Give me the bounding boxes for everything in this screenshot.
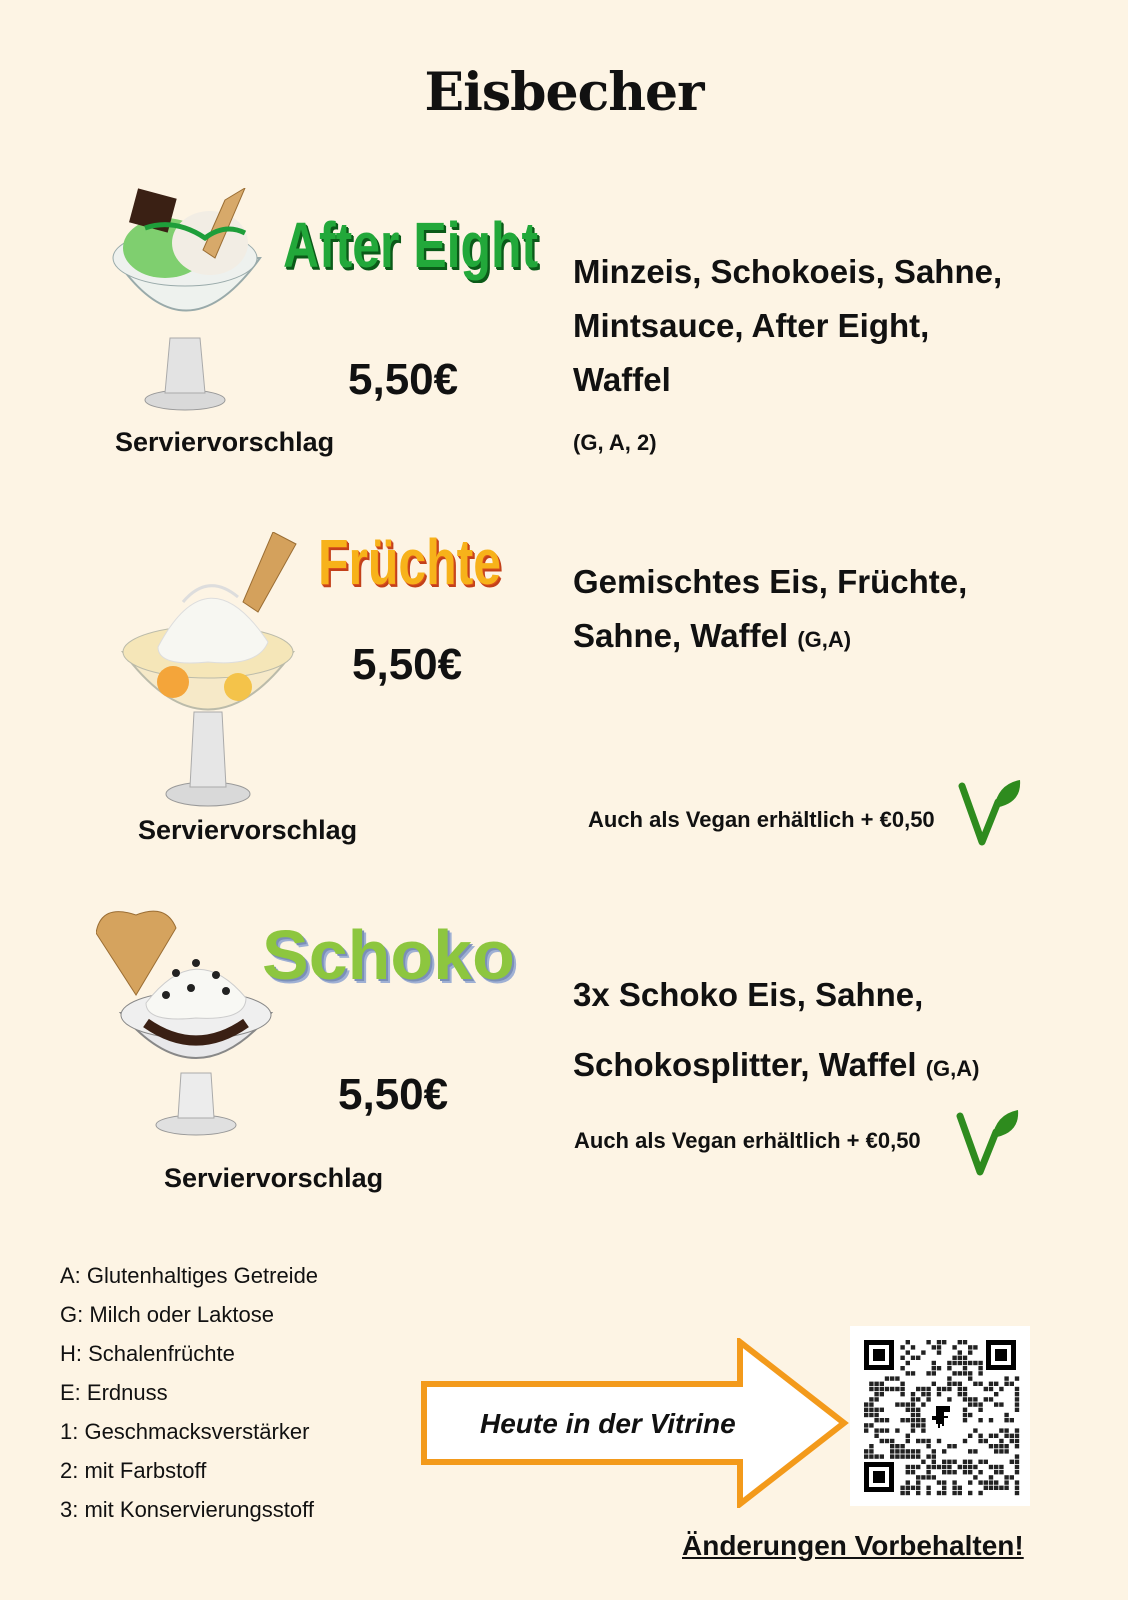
legend-item: 2: mit Farbstoff bbox=[60, 1458, 207, 1483]
legend-item: A: Glutenhaltiges Getreide bbox=[60, 1263, 319, 1288]
description-line: 3x Schoko Eis, Sahne, bbox=[573, 976, 924, 1013]
description-line: Mintsauce, After Eight, bbox=[573, 307, 930, 344]
item-price-fruechte: 5,50€ bbox=[352, 640, 463, 689]
description-fruechte bbox=[573, 555, 967, 667]
vegan-leaf-icon bbox=[956, 1108, 1024, 1178]
qr-code-icon[interactable] bbox=[850, 1326, 1030, 1506]
dinosaur-icon bbox=[926, 1402, 956, 1432]
description-schoko bbox=[573, 960, 979, 1104]
vitrine-label: Heute in der Vitrine bbox=[480, 1408, 736, 1439]
vegan-leaf-icon bbox=[958, 778, 1026, 848]
item-name-after-eight: After Eight bbox=[283, 209, 539, 281]
description-line: Sahne, Waffel bbox=[573, 617, 789, 654]
description-line: Gemischtes Eis, Früchte, bbox=[573, 563, 968, 600]
qr-code-graphic bbox=[850, 1326, 1030, 1506]
description-line: Minzeis, Schokoeis, Sahne, bbox=[573, 253, 1003, 290]
vegan-note-fruechte: Auch als Vegan erhältlich + €0,50 bbox=[588, 807, 935, 832]
serving-note-after-eight: Serviervorschlag bbox=[115, 427, 335, 457]
legend-item: E: Erdnuss bbox=[60, 1380, 168, 1405]
legend-item: H: Schalenfrüchte bbox=[60, 1341, 235, 1366]
description-after-eight bbox=[573, 245, 1002, 407]
legend-item: G: Milch oder Laktose bbox=[60, 1302, 274, 1327]
legend-item: 1: Geschmacksverstärker bbox=[60, 1419, 310, 1444]
description-line: Schokosplitter, Waffel bbox=[573, 1046, 917, 1083]
vegan-note-schoko: Auch als Vegan erhältlich + €0,50 bbox=[574, 1128, 921, 1153]
allergen-legend bbox=[60, 1262, 318, 1535]
serving-note-schoko: Serviervorschlag bbox=[164, 1163, 384, 1193]
fruechte-sundae-image bbox=[118, 532, 318, 817]
description-line: Waffel bbox=[573, 361, 671, 398]
allergens-schoko: (G,A) bbox=[925, 1056, 980, 1081]
item-name-fruechte: Früchte bbox=[318, 526, 502, 598]
page-title: Eisbecher bbox=[424, 62, 704, 123]
after-eight-sundae-image bbox=[105, 188, 280, 418]
item-price-after-eight: 5,50€ bbox=[348, 355, 459, 404]
changes-reserved-note: Änderungen Vorbehalten! bbox=[682, 1530, 1024, 1561]
allergens-fruechte: (G,A) bbox=[797, 627, 852, 652]
item-name-schoko: Schoko bbox=[262, 916, 515, 994]
allergens-after-eight: (G, A, 2) bbox=[573, 430, 657, 455]
serving-note-fruechte: Serviervorschlag bbox=[138, 815, 358, 845]
legend-item: 3: mit Konservierungsstoff bbox=[60, 1497, 314, 1522]
item-price-schoko: 5,50€ bbox=[338, 1070, 449, 1119]
